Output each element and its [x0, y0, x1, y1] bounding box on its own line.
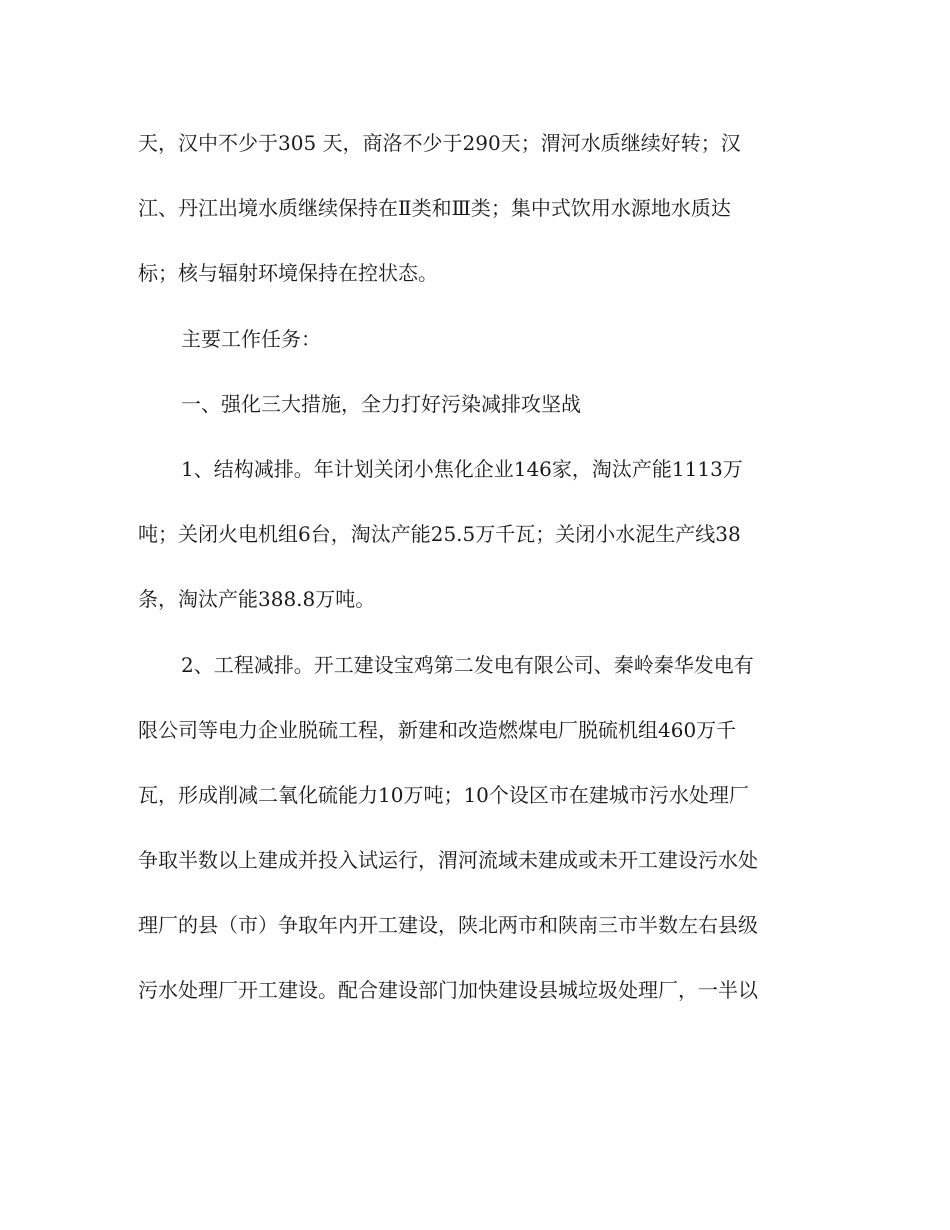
text-line: 污水处理厂开工建设。配合建设部门加快建设县城垃圾处理厂，一半以	[138, 978, 758, 1003]
paragraph-start: 2、工程减排。开工建设宝鸡第二发电有限公司、秦岭秦华发电有	[181, 652, 754, 677]
paragraph-start: 1、结构减排。年计划关闭小焦化企业146家，淘汰产能1113万	[181, 456, 743, 481]
text-line: 争取半数以上建成并投入试运行，渭河流域未建成或未开工建设污水处	[138, 848, 758, 873]
text-line: 标；核与辐射环境保持在控状态。	[138, 261, 438, 286]
text-line: 理厂的县（市）争取年内开工建设，陕北两市和陕南三市半数左右县级	[138, 913, 758, 938]
text-line: 限公司等电力企业脱硫工程，新建和改造燃煤电厂脱硫机组460万千	[138, 717, 737, 742]
document-body	[138, 122, 818, 1035]
text-line: 条，淘汰产能388.8万吨。	[138, 587, 376, 612]
text-line: 江、丹江出境水质继续保持在Ⅱ类和Ⅲ类；集中式饮用水源地水质达	[138, 196, 731, 221]
section-heading: 一、强化三大措施，全力打好污染减排攻坚战	[181, 391, 581, 416]
section-label: 主要工作任务：	[181, 326, 321, 351]
text-line: 瓦，形成削减二氧化硫能力10万吨；10个设区市在建城市污水处理厂	[138, 782, 749, 807]
text-line: 吨；关闭火电机组6台，淘汰产能25.5万千瓦；关闭小水泥生产线38	[138, 522, 741, 547]
text-line: 天，汉中不少于305 天，商洛不少于290天；渭河水质继续好转；汉	[138, 131, 741, 155]
